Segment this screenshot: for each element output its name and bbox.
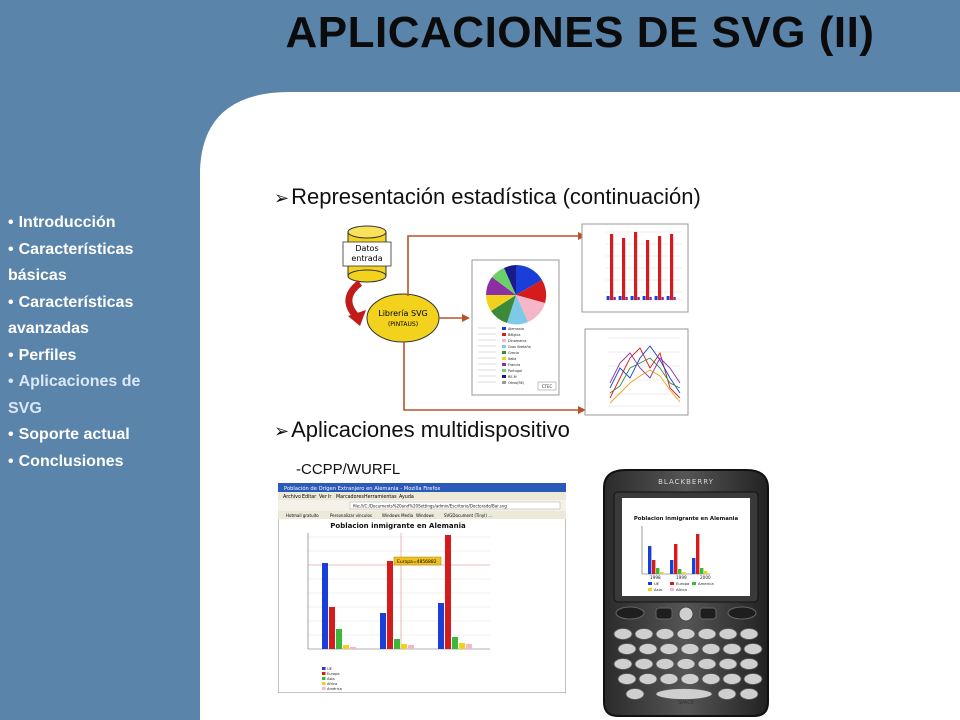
- svg-text:Hotmail gratuito: Hotmail gratuito: [286, 513, 319, 518]
- nav-item-perfiles[interactable]: • Perfiles: [8, 346, 77, 364]
- browser-title: Población de Origen Extranjero en Alemania - Mozilla Firefox: [284, 486, 441, 492]
- pie-chart-panel: [472, 260, 559, 395]
- phone-key[interactable]: [677, 659, 695, 670]
- slide-title: APLICACIONES DE SVG (II): [285, 8, 875, 57]
- phone-key[interactable]: [698, 629, 716, 640]
- svg-text:Grecia: Grecia: [508, 351, 519, 355]
- svg-text:Francia: Francia: [508, 363, 521, 367]
- svg-text:Asia: Asia: [654, 587, 662, 592]
- svg-text:Europa: Europa: [676, 581, 690, 586]
- browser-bar: [336, 629, 342, 649]
- phone-key[interactable]: [614, 659, 632, 670]
- nav-item-aplicaciones[interactable]: • Aplicaciones de: [8, 373, 141, 390]
- phone-key[interactable]: [635, 629, 653, 640]
- phone-key[interactable]: [660, 644, 678, 655]
- sub-ccpp-wurfl: -CCPP/WURFL: [296, 461, 401, 478]
- thumb-bar: [622, 238, 625, 300]
- svg-text:Asia: Asia: [327, 677, 335, 681]
- browser-bar: [329, 607, 335, 649]
- phone-key[interactable]: [698, 659, 716, 670]
- phone-key[interactable]: [656, 689, 712, 700]
- browser-bar: [445, 535, 451, 649]
- phone-key[interactable]: [660, 674, 678, 685]
- phone-key[interactable]: [614, 629, 632, 640]
- thumb-bar: [673, 297, 675, 300]
- thumb-bar: [607, 296, 610, 300]
- browser-screenshot: [278, 483, 566, 693]
- phone-bar: [696, 534, 699, 574]
- sidebar-nav: [8, 210, 193, 475]
- phone-chart-title: Poblacion inmigrante en Alemania: [633, 516, 739, 522]
- address-text: file:///C:/Documents%20and%20Settings/admin/Escritorio/Doctorado/Bar.svg: [353, 503, 507, 509]
- svg-text:UE: UE: [654, 581, 660, 586]
- svg-text:Ayuda: Ayuda: [399, 495, 414, 500]
- thumb-bar: [625, 297, 627, 300]
- svg-text:2000: 2000: [700, 575, 711, 580]
- phone-bar: [670, 560, 673, 574]
- browser-bar: [438, 603, 444, 649]
- tooltip-text: Europa=4856882: [397, 560, 437, 565]
- bookmarks-bar[interactable]: [286, 513, 492, 518]
- phone-bar: [656, 568, 659, 574]
- thumb-bar: [637, 297, 639, 300]
- phone-key[interactable]: [639, 674, 657, 685]
- phone-key[interactable]: [744, 674, 762, 685]
- phone-key[interactable]: [635, 659, 653, 670]
- bullet-representacion: ➢Representación estadística (continuación): [274, 184, 701, 209]
- line-chart-thumbnail: [585, 329, 688, 415]
- phone-key[interactable]: [618, 674, 636, 685]
- phone-bar: [674, 544, 677, 574]
- nav-item-caracteristicas-basicas-cont[interactable]: básicas: [8, 267, 67, 284]
- phone-key[interactable]: [740, 689, 758, 700]
- entrada-label: entrada: [351, 254, 383, 263]
- svg-text:1999: 1999: [676, 575, 687, 580]
- browser-bar: [459, 643, 465, 649]
- browser-bar: [452, 637, 458, 649]
- phone-bar: [648, 546, 651, 574]
- phone-key[interactable]: [656, 629, 674, 640]
- thumb-bar: [658, 236, 661, 300]
- nav-item-soporte-actual[interactable]: • Soporte actual: [8, 426, 130, 443]
- phone-key[interactable]: [740, 629, 758, 640]
- nav-item-conclusiones[interactable]: • Conclusiones: [8, 452, 124, 470]
- arrow-bullet-icon: ➢: [274, 188, 290, 208]
- thumb-bar: [643, 296, 646, 300]
- phone-key[interactable]: [681, 644, 699, 655]
- thumb-bar: [661, 297, 663, 300]
- phone-bar: [678, 569, 681, 574]
- phone-bar: [682, 572, 685, 574]
- thumb-bar: [667, 296, 670, 300]
- phone-key[interactable]: [723, 644, 741, 655]
- phone-key[interactable]: [677, 629, 695, 640]
- phone-key[interactable]: [702, 644, 720, 655]
- svg-text:Dinamarca: Dinamarca: [508, 339, 527, 343]
- svg-text:Otros(RE): Otros(RE): [508, 381, 525, 385]
- svg-text:UE: UE: [327, 667, 332, 671]
- thumb-bar: [613, 297, 615, 300]
- phone-key[interactable]: [702, 674, 720, 685]
- svg-text:Personalizar vínculos: Personalizar vínculos: [330, 513, 372, 518]
- thumb-bar: [610, 234, 613, 300]
- phone-key[interactable]: [719, 629, 737, 640]
- svg-text:Europa: Europa: [327, 672, 340, 676]
- phone-key[interactable]: [723, 674, 741, 685]
- svg-text:Africa: Africa: [327, 682, 338, 686]
- nav-item-aplicaciones-cont[interactable]: SVG: [8, 399, 42, 417]
- svg-text:Bélgica: Bélgica: [508, 333, 521, 337]
- browser-menu[interactable]: [283, 494, 414, 500]
- svg-text:Portugal: Portugal: [508, 369, 523, 373]
- thumb-bar: [619, 296, 622, 300]
- trackball-icon[interactable]: [679, 607, 693, 621]
- phone-bar: [660, 572, 663, 574]
- svg-text:America: America: [698, 581, 714, 586]
- svg-text:Italia: Italia: [508, 357, 517, 361]
- phone-key[interactable]: [681, 674, 699, 685]
- phone-key[interactable]: [740, 659, 758, 670]
- svg-text:Gran Bretaña: Gran Bretaña: [508, 345, 531, 349]
- svg-text:Ver: Ver: [319, 495, 327, 500]
- svg-text:Alemania: Alemania: [508, 327, 524, 331]
- phone-bar: [692, 558, 695, 574]
- nav-item-caracteristicas-avanzadas[interactable]: • Características: [8, 293, 134, 311]
- svg-text:Africa: Africa: [676, 587, 687, 592]
- svg-text:Editar: Editar: [302, 495, 317, 500]
- thumb-bar: [634, 232, 637, 300]
- phone-bar: [652, 560, 655, 574]
- thumb-bar: [631, 296, 634, 300]
- browser-bar: [380, 613, 386, 649]
- svg-text:1998: 1998: [650, 575, 661, 580]
- browser-bar: [408, 645, 414, 649]
- svg-text:Windows: Windows: [416, 513, 434, 518]
- bar-chart-thumbnail: [582, 224, 688, 312]
- datos-label: Datos: [355, 244, 379, 253]
- svg-text:Marcadores: Marcadores: [336, 495, 364, 500]
- phone-brand: BLACKBERRY: [658, 478, 714, 486]
- svg-text:SVGDocument (Tinyl) ...: SVGDocument (Tinyl) ...: [444, 513, 493, 518]
- phone-key[interactable]: [744, 644, 762, 655]
- thumb-bar: [649, 297, 651, 300]
- thumb-bar: [655, 296, 658, 300]
- svg-pipeline-diagram: [338, 218, 698, 418]
- svg-text:RE.M: RE.M: [508, 375, 517, 379]
- browser-bar: [322, 563, 328, 649]
- phone-years: [650, 575, 711, 580]
- nav-item-caracteristicas-avanzadas-cont[interactable]: avanzadas: [8, 320, 89, 337]
- thumb-bar: [646, 240, 649, 300]
- nav-item-caracteristicas-basicas[interactable]: • Características: [8, 240, 134, 258]
- svg-text:Windows Media: Windows Media: [382, 513, 414, 518]
- svg-text:Ir: Ir: [328, 495, 332, 500]
- phone-key[interactable]: [656, 659, 674, 670]
- curved-arrow-icon: [348, 283, 366, 326]
- svg-text:América: América: [327, 687, 342, 691]
- library-sub-label: (PINTAUS): [387, 321, 419, 328]
- arrow-bullet-icon: ➢: [274, 421, 290, 441]
- phone-key[interactable]: [719, 659, 737, 670]
- thumb-bar: [670, 234, 673, 300]
- browser-bar: [466, 644, 472, 649]
- browser-bar: [387, 561, 393, 649]
- phone-key[interactable]: [626, 689, 644, 700]
- browser-bar: [401, 644, 407, 649]
- browser-bar: [343, 645, 349, 649]
- phone-key[interactable]: [718, 689, 736, 700]
- phone-bar: [704, 571, 707, 574]
- space-key-label: SPACE: [678, 700, 694, 706]
- phone-key[interactable]: [618, 644, 636, 655]
- svg-text:Archivo: Archivo: [283, 495, 301, 500]
- phone-bar: [700, 568, 703, 574]
- browser-bar: [394, 639, 400, 649]
- library-label: Librería SVG: [378, 309, 428, 318]
- blackberry-phone: [586, 468, 786, 718]
- svg-text:Herramientas: Herramientas: [364, 495, 397, 500]
- pie-badge: CTEC: [541, 384, 553, 389]
- browser-bar: [350, 647, 356, 649]
- nav-item-introduccion[interactable]: • Introducción: [8, 214, 116, 231]
- bullet-multidispositivo: ➢Aplicaciones multidispositivo: [274, 417, 570, 442]
- browser-chart-title: Poblacion inmigrante en Alemania: [330, 522, 466, 530]
- phone-key[interactable]: [639, 644, 657, 655]
